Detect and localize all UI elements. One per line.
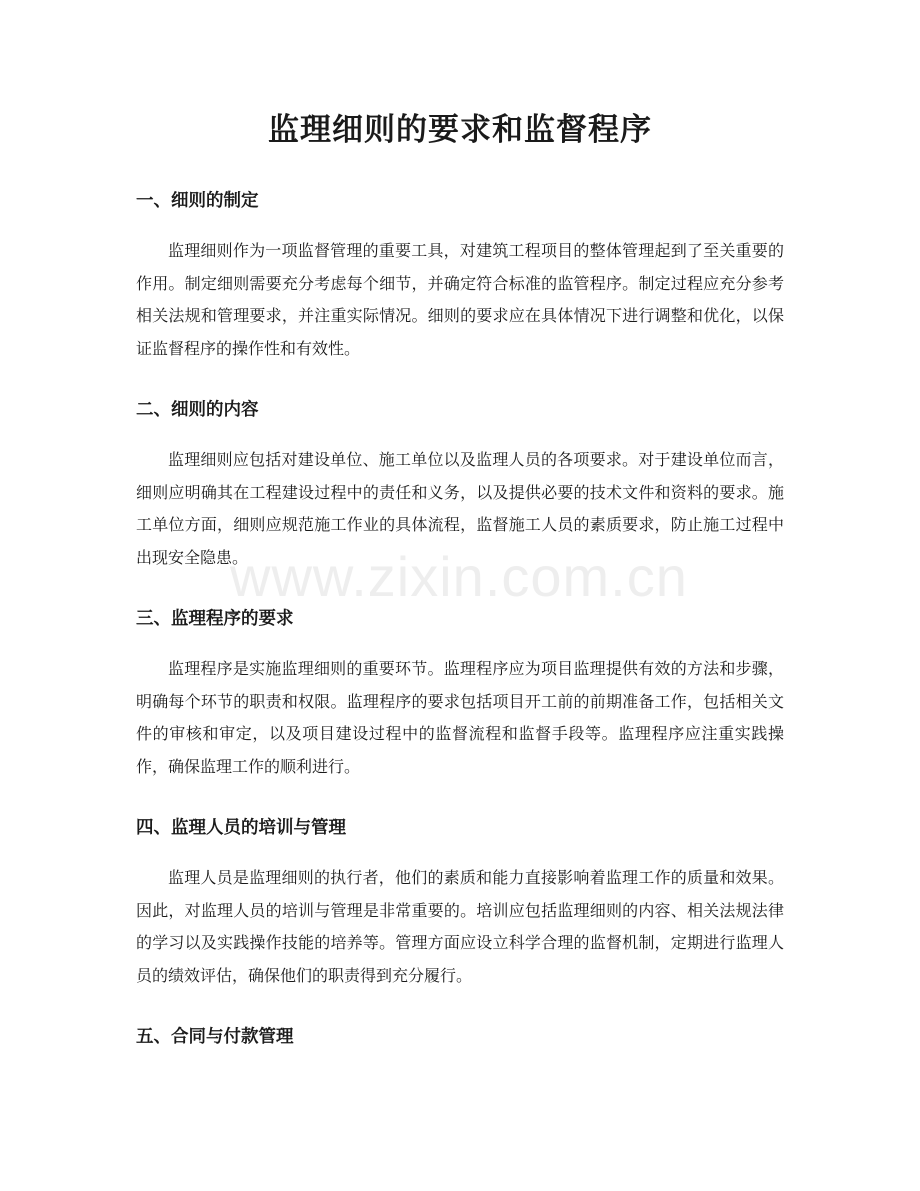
section-paragraph-3: 监理程序是实施监理细则的重要环节。监理程序应为项目监理提供有效的方法和步骤，明确每个环节的职责和权限。监理程序的要求包括项目开工前的前期准备工作，包括相关文件的审核和审定，以及项目建设过程中的监督流程和监督手段等。监理程序应注重实践操作，确保监理工作的顺利进行。: [136, 659, 784, 776]
document-title: 监理细则的要求和监督程序: [268, 112, 652, 148]
watermark: www.zixin.com.cn: [230, 545, 688, 608]
section-paragraph-2: 监理细则应包括对建设单位、施工单位以及监理人员的各项要求。对于建设单位而言，细则应明确其在工程建设过程中的责任和义务，以及提供必要的技术文件和资料的要求。施工单位方面，细则应规范施工作业的具体流程，监督施工人员的素质要求，防止施工过程中出现安全隐患。: [136, 450, 784, 567]
section-paragraph-4: 监理人员是监理细则的执行者，他们的素质和能力直接影响着监理工作的质量和效果。因此，对监理人员的培训与管理是非常重要的。培训应包括监理细则的内容、相关法规法律的学习以及实践操作技能的培养等。管理方面应设立科学合理的监督机制，定期进行监理人员的绩效评估，确保他们的职责得到充分履行。: [136, 868, 784, 985]
section-heading-5: 五、合同与付款管理: [136, 1027, 294, 1047]
section-heading-3: 三、监理程序的要求: [136, 609, 294, 629]
section-heading-4: 四、监理人员的培训与管理: [136, 818, 346, 838]
section-paragraph-1: 监理细则作为一项监督管理的重要工具，对建筑工程项目的整体管理起到了至关重要的作用。制定细则需要充分考虑每个细节，并确定符合标准的监管程序。制定过程应充分参考相关法规和管理要求，并注重实际情况。细则的要求应在具体情况下进行调整和优化，以保证监督程序的操作性和有效性。: [136, 241, 784, 358]
section-heading-2: 二、细则的内容: [136, 400, 259, 420]
section-heading-1: 一、细则的制定: [136, 191, 259, 211]
